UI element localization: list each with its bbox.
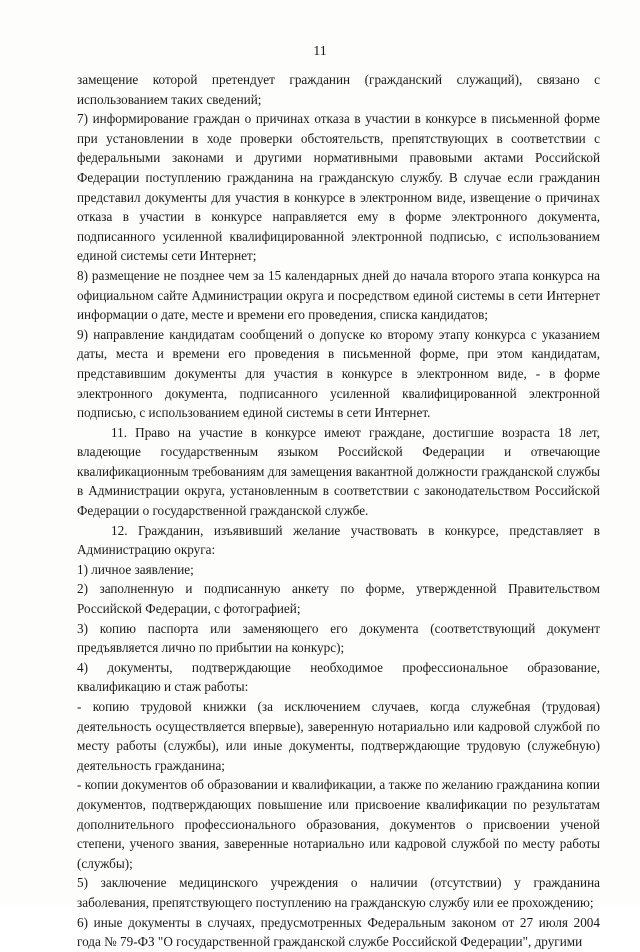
paragraph-continuation: замещение которой претендует гражданин (гражданский служащий), связано с использованием таких сведений; bbox=[77, 72, 600, 107]
list-item-7: 7) информирование граждан о причинах отказа в участии в конкурсе в письменной форме при установлении в ходе проверки обстоятельств, препятствующих в соответствии с федеральными законами и другими нормативными правовыми актами Российской Федерации поступлению гражданина на гражданскую службу. В случае если гражданин представил документы для участия в конкурсе в электронном виде, извещение о причинах отказа в участии в конкурсе направляется ему в форме электронного документа, подписанного усиленной квалифицированной электронной подписью, с использованием единой системы сети Интернет; bbox=[77, 111, 600, 264]
document-item-4-labor-book: - копию трудовой книжки (за исключением случаев, когда служебная (трудовая) деятельность осуществляется впервые), заверенную нотариально или кадровой службой по месту работы (службы), или иные документы, подтверждающие трудовую (служебную) деятельность гражданина; bbox=[77, 699, 600, 773]
clause-11: 11. Право на участие в конкурсе имеют граждане, достигшие возраста 18 лет, владеющие государственным языком Российской Федерации и отвечающие квалификационным требованиям для замещения вакантной должности гражданской службы в Администрации округа, установленным в соответствии с законодательством Российской Федерации о государственной гражданской службе. bbox=[77, 424, 600, 519]
list-item-9: 9) направление кандидатам сообщений о допуске ко второму этапу конкурса с указанием даты, места и времени его проведения в письменной форме, при этом кандидатам, представившим документы для участия в конкурсе в электронном виде, - в форме электронного документа, подписанного усиленной квалифицированной электронной подписью, с использованием единой системы в сети Интернет. bbox=[77, 326, 600, 421]
list-item-8: 8) размещение не позднее чем за 15 календарных дней до начала второго этапа конкурса на официальном сайте Администрации округа и посредством единой системы в сети Интернет информации о дате, месте и времени его проведения, списка кандидатов; bbox=[77, 267, 600, 323]
document-body bbox=[77, 70, 600, 952]
document-item-2: 2) заполненную и подписанную анкету по форме, утвержденной Правительством Российской Федерации, с фотографией; bbox=[77, 581, 600, 617]
document-item-6: 6) иные документы в случаях, предусмотренных Федеральным законом от 27 июля 2004 года № 79-ФЗ "О государственной гражданской службе Российской Федерации", другими bbox=[77, 914, 600, 950]
document-item-1: 1) личное заявление; bbox=[77, 561, 194, 577]
page-number: 11 bbox=[313, 44, 327, 59]
document-item-3: 3) копию паспорта или заменяющего его документа (соответствующий документ предъявляется лично по прибытии на конкурс); bbox=[77, 620, 600, 656]
document-item-5: 5) заключение медицинского учреждения о наличии (отсутствии) у гражданина заболевания, препятствующего поступлению на гражданскую службу или ее прохождению; bbox=[77, 875, 600, 910]
clause-12: 12. Гражданин, изъявивший желание участвовать в конкурсе, представляет в Администрацию округа: bbox=[77, 522, 600, 558]
document-item-4-education: - копии документов об образовании и квалификации, а также по желанию гражданина копии документов, подтверждающих повышение или присвоение квалификации по результатам дополнительного профессионального образования, документов о присвоении ученой степени, ученого звания, заверенные нотариально или кадровой службой по месту работы (службы); bbox=[77, 777, 600, 871]
document-item-4: 4) документы, подтверждающие необходимое профессиональное образование, квалификацию и стаж работы: bbox=[77, 659, 600, 695]
